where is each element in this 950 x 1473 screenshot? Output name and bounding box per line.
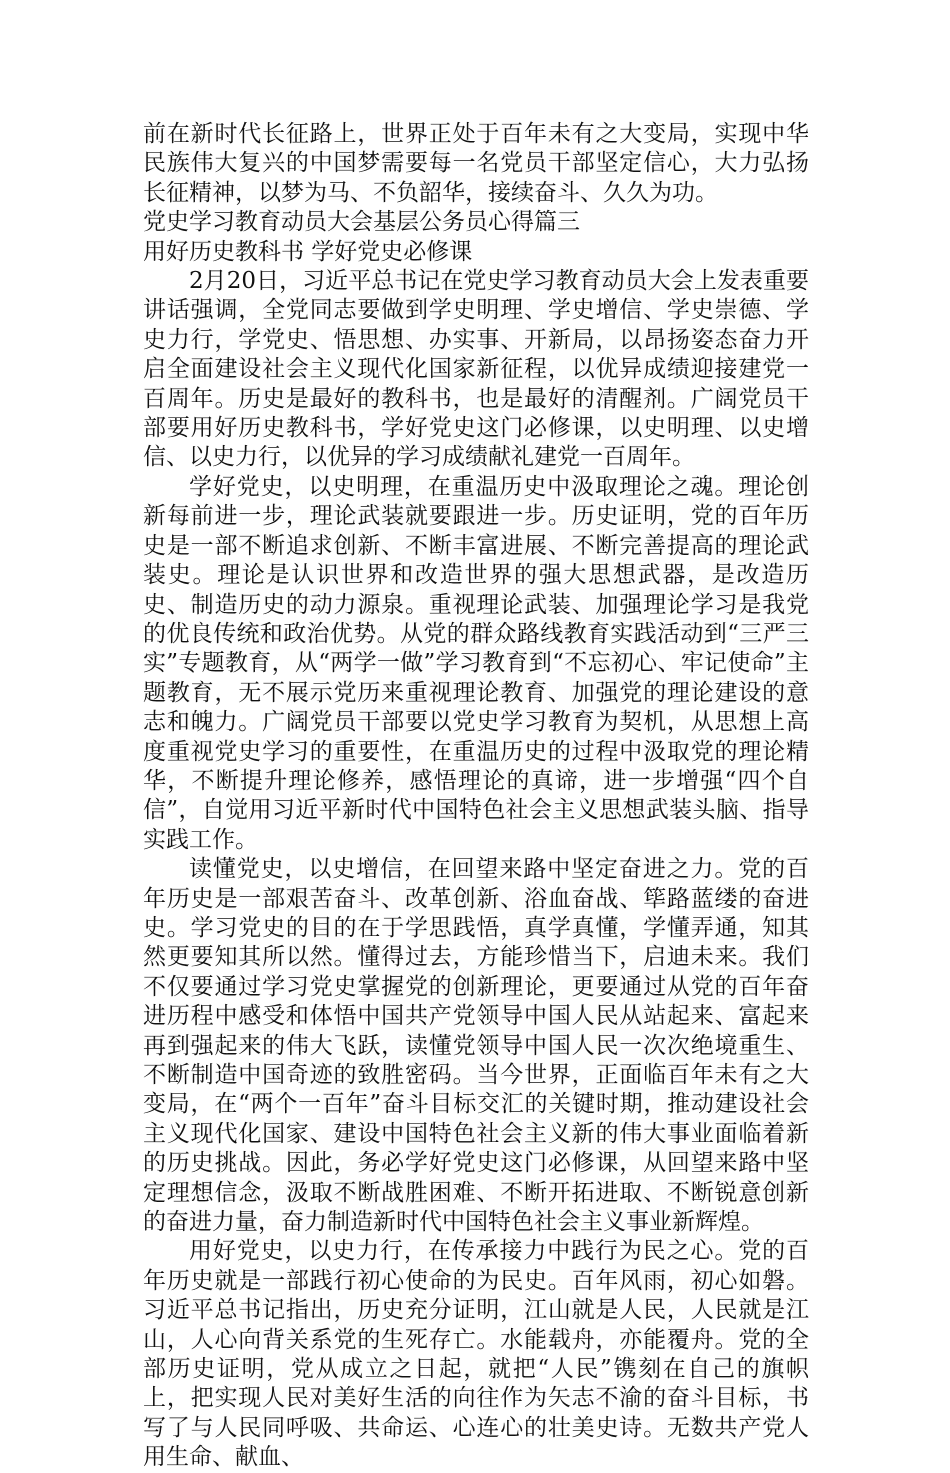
paragraph-understand-history: 读懂党史，以史增信，在回望来路中坚定奋进之力。党的百年历史是一部艰苦奋斗、改革创新、浴血奋战、筚路蓝缕的奋进史。学习党史的目的在于学思践悟，真学真懂，学懂弄通，知其然更要知其所以然。懂得过去，方能珍惜当下，启迪未来。我们不仅要通过学习党史掌握党的创新理论，更要通过从党的百年奋进历程中感受和体悟中国共产党领导中国人民从站起来、富起来再到强起来的伟大飞跃，读懂党领导中国人民一次次绝境重生、不断制造中国奇迹的致胜密码。当今世界，正面临百年未有之大变局，在“两个一百年”奋斗目标交汇的关键时期，推动建设社会主义现代化国家、建设中国特色社会主义新的伟大事业面临着新的历史挑战。因此，务必学好党史这门必修课，从回望来路中坚定理想信念，汲取不断战胜困难、不断开拓进取、不断锐意创新的奋进力量，奋力制造新时代中国特色社会主义事业新辉煌。 xyxy=(143,856,809,1236)
section-subtitle: 用好历史教科书 学好党史必修课 xyxy=(143,238,473,265)
paragraph-intro: 2月20日，习近平总书记在党史学习教育动员大会上发表重要讲话强调，全党同志要做到学史明理、学史增信、学史崇德、学史力行，学党史、悟思想、办实事、开新局，以昂扬姿态奋力开启全面建设社会主义现代化国家新征程，以优异成绩迎接建党一百周年。历史是最好的教科书，也是最好的清醒剂。广阔党员干部要用好历史教科书，学好党史这门必修课，以史明理、以史增信、以史力行，以优异的学习成绩献礼建党一百周年。 xyxy=(143,268,809,471)
paragraph-learn-history: 学好党史，以史明理，在重温历史中汲取理论之魂。理论创新每前进一步，理论武装就要跟进一步。历史证明，党的百年历史是一部不断追求创新、不断丰富进展、不断完善提高的理论武装史。理论是认识世界和改造世界的强大思想武器，是改造历史、制造历史的动力源泉。重视理论武装、加强理论学习是我党的优良传统和政治优势。从党的群众路线教育实践活动到“三严三实”专题教育，从“两学一做”学习教育到“不忘初心、牢记使命”主题教育，无不展示党历来重视理论教育、加强党的理论建设的意志和魄力。广阔党员干部要以党史学习教育为契机，从思想上高度重视党史学习的重要性，在重温历史的过程中汲取党的理论精华，不断提升理论修养，感悟理论的真谛，进一步增强“四个自信”，自觉用习近平新时代中国特色社会主义思想武装头脑、指导实践工作。 xyxy=(143,473,809,853)
paragraph-use-history: 用好党史，以史力行，在传承接力中践行为民之心。党的百年历史就是一部践行初心使命的为民史。百年风雨，初心如磐。习近平总书记指出，历史充分证明，江山就是人民，人民就是江山，人心向背关系党的生死存亡。水能载舟，亦能覆舟。党的全部历史证明，党从成立之日起，就把“人民”镌刻在自己的旗帜上，把实现人民对美好生活的向往作为矢志不渝的奋斗目标，书写了与人民同呼吸、共命运、心连心的壮美史诗。无数共产党人用生命、献血、 xyxy=(143,1238,809,1471)
paragraph-continuation: 前在新时代长征路上，世界正处于百年未有之大变局，实现中华民族伟大复兴的中国梦需要每一名党员干部坚定信心，大力弘扬长征精神，以梦为马、不负韶华，接续奋斗、久久为功。 xyxy=(143,121,809,206)
section-title: 党史学习教育动员大会基层公务员心得篇三 xyxy=(143,209,580,236)
document-page xyxy=(143,120,809,1473)
